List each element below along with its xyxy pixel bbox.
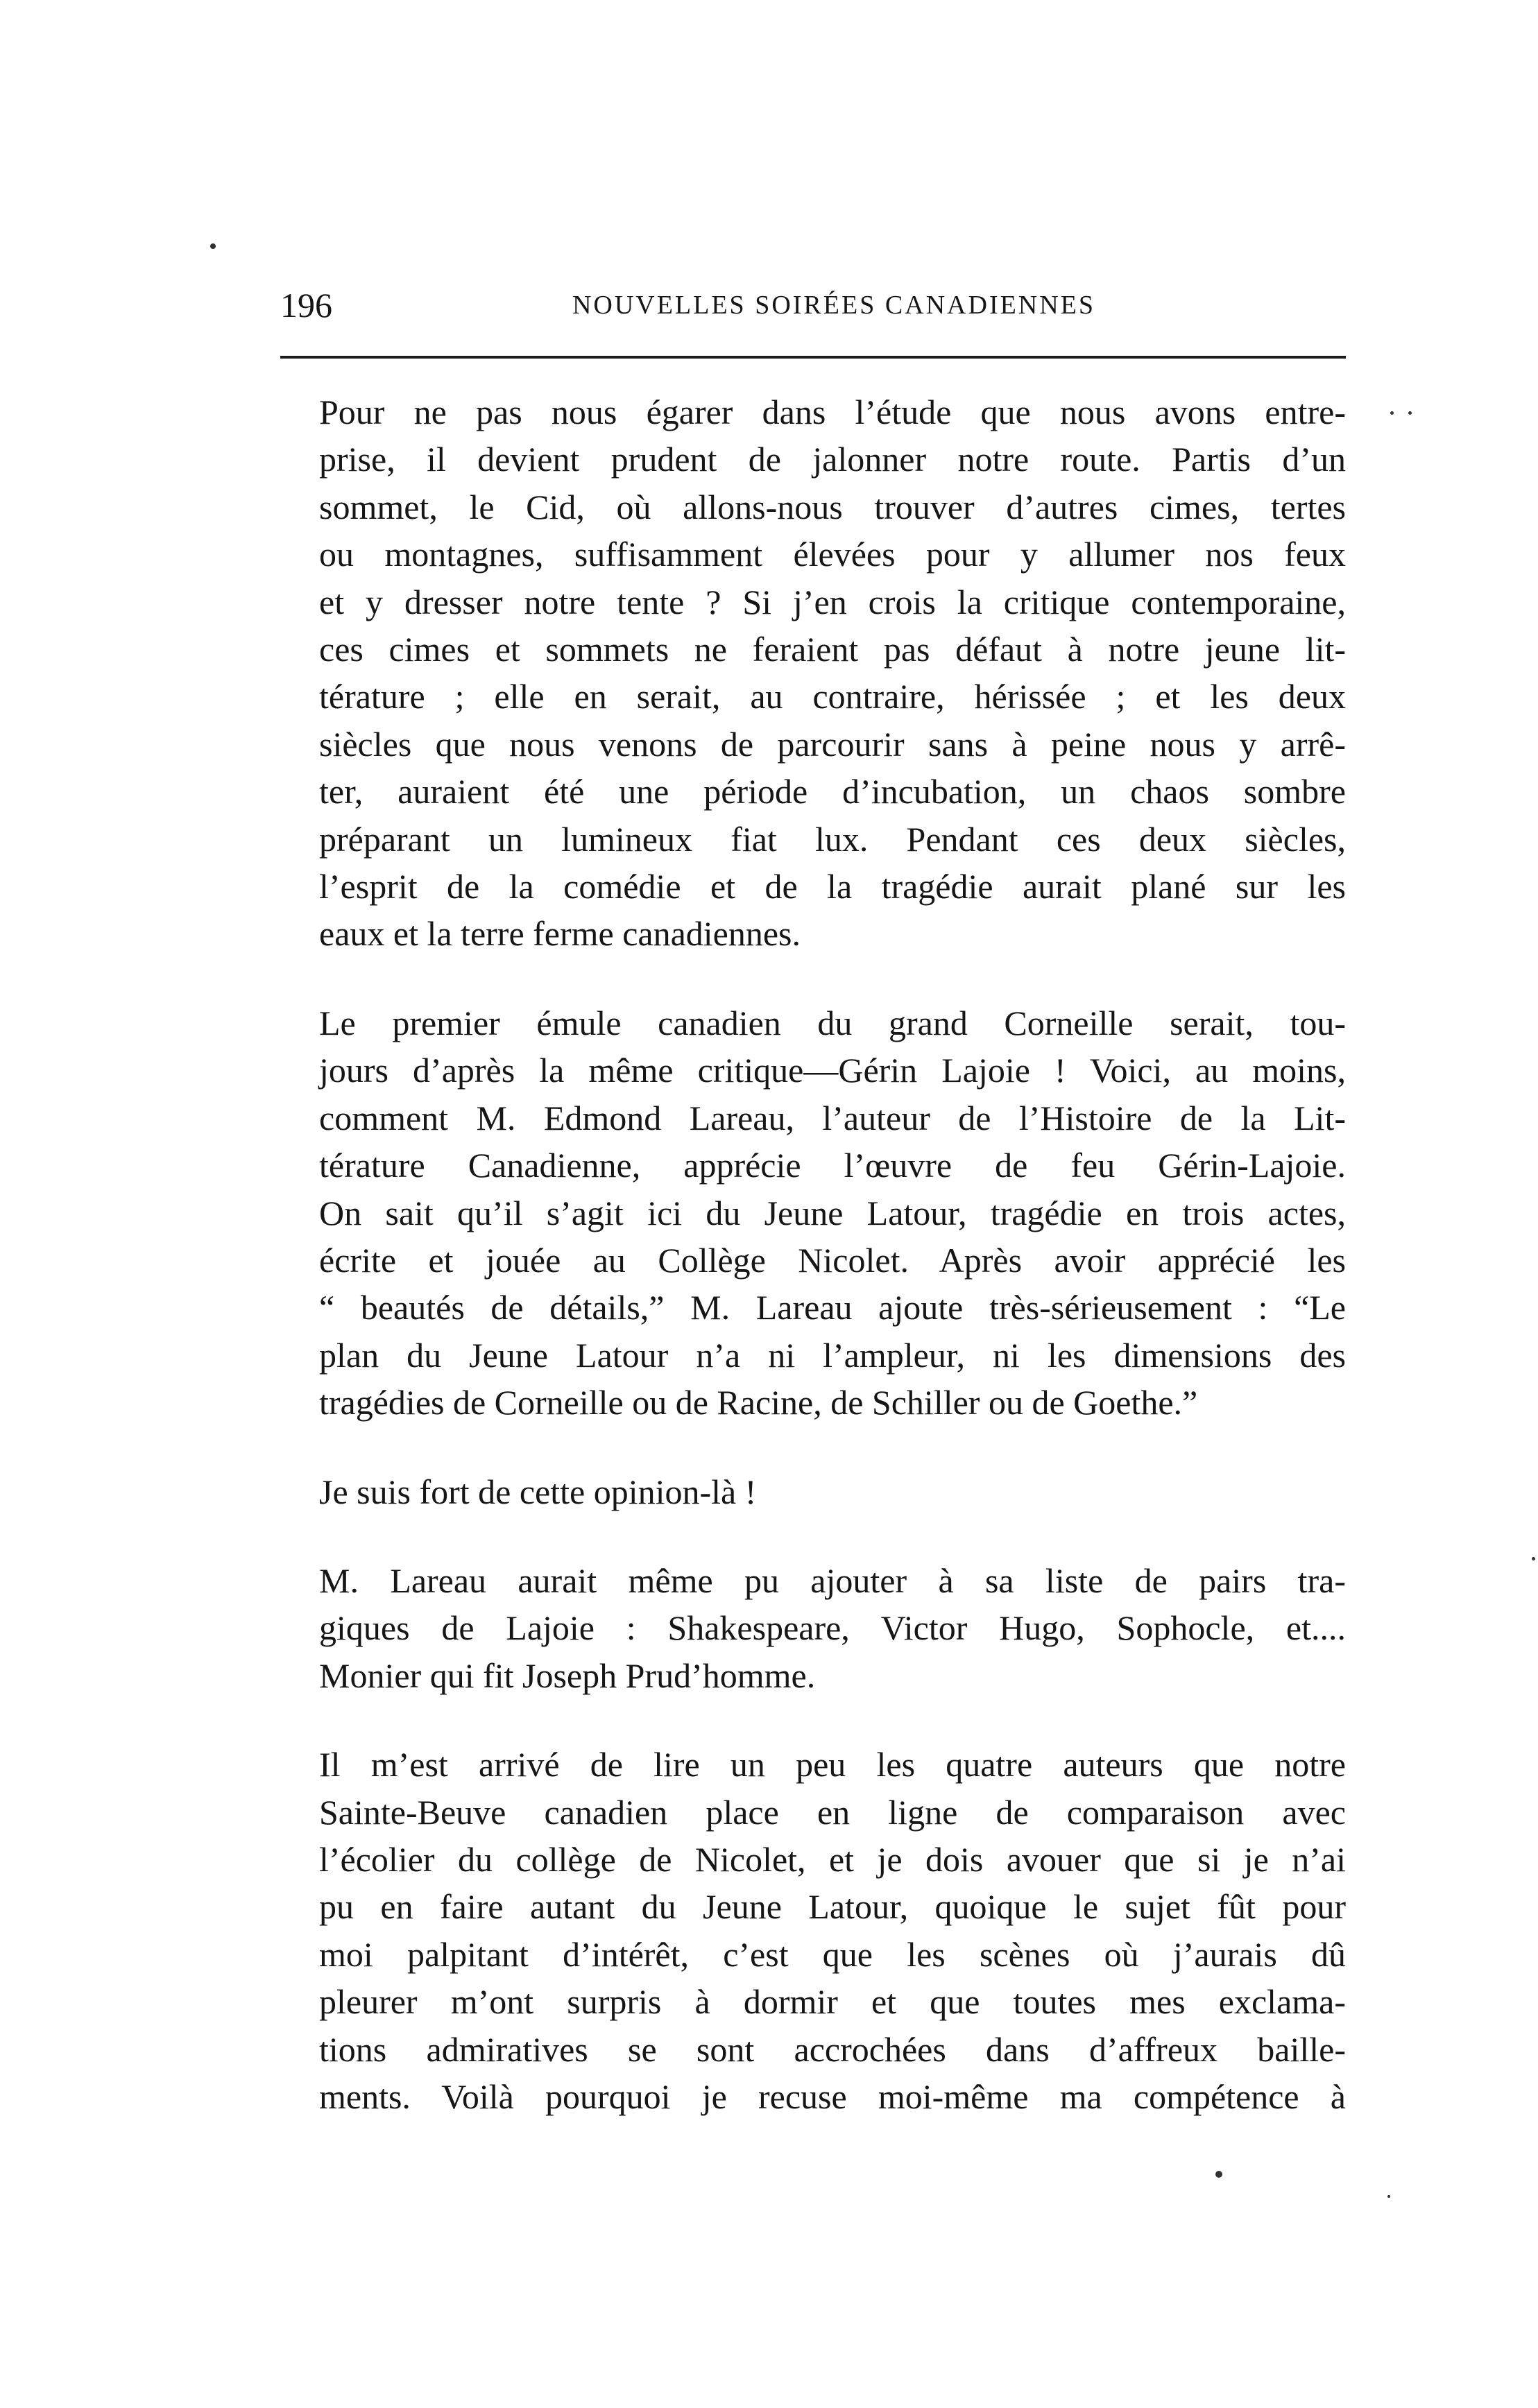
text-line: ou montagnes, suffisamment élevées pour y allumer nos feux bbox=[319, 535, 1346, 574]
text-line: pu en faire autant du Jeune Latour, quoique le sujet fût pour bbox=[319, 1887, 1346, 1927]
text-line: comment M. Edmond Lareau, l’auteur de l’Histoire de la Lit- bbox=[319, 1098, 1346, 1137]
text-line: “ beautés de détails,” M. Lareau ajoute très-sérieusement : “Le bbox=[319, 1288, 1346, 1327]
running-title: NOUVELLES SOIRÉES CANADIENNES bbox=[572, 291, 1096, 320]
text-line: giques de Lajoie : Shakespeare, Victor Hugo, Sophocle, et.... bbox=[319, 1608, 1346, 1648]
print-speck bbox=[1532, 1557, 1535, 1560]
paragraph bbox=[280, 1468, 1346, 1515]
page-number: 196 bbox=[280, 286, 332, 325]
text-line: prise, il devient prudent de jalonner notre route. Partis d’un bbox=[319, 440, 1346, 479]
text-line: Il m’est arrivé de lire un peu les quatre auteurs que notre bbox=[319, 1745, 1346, 1785]
text-line: et y dresser notre tente ? Si j’en crois la critique contemporaine, bbox=[319, 582, 1346, 621]
print-speck bbox=[1390, 411, 1394, 415]
text-line: térature ; elle en serait, au contraire, hérissée ; et les deux bbox=[319, 677, 1346, 716]
text-line: moi palpitant d’intérêt, c’est que les scènes où j’aurais dû bbox=[319, 1934, 1346, 1974]
paragraph bbox=[280, 388, 1346, 958]
header-rule bbox=[280, 356, 1346, 359]
print-speck bbox=[1215, 2171, 1222, 2178]
text-line: écrite et jouée au Collège Nicolet. Après avoir apprécié les bbox=[319, 1240, 1346, 1280]
text-line: sommet, le Cid, où allons-nous trouver d’autres cimes, tertes bbox=[319, 487, 1346, 526]
text-line: jours d’après la même critique—Gérin Lajoie ! Voici, au moins, bbox=[319, 1051, 1346, 1090]
text-line: Le premier émule canadien du grand Corneille serait, tou- bbox=[319, 1003, 1346, 1042]
paragraph bbox=[280, 999, 1346, 1427]
text-line: eaux et la terre ferme canadiennes. bbox=[319, 914, 801, 954]
text-line: ments. Voilà pourquoi je recuse moi-même ma compétence à bbox=[319, 2077, 1346, 2116]
paragraph bbox=[280, 1741, 1346, 2120]
text-line: ces cimes et sommets ne feraient pas défaut à notre jeune lit- bbox=[319, 630, 1346, 669]
text-line: térature Canadienne, apprécie l’œuvre de feu Gérin-Lajoie. bbox=[319, 1146, 1346, 1185]
print-speck bbox=[1408, 411, 1412, 415]
running-head bbox=[280, 277, 1346, 333]
print-speck bbox=[210, 243, 216, 249]
text-line: l’écolier du collège de Nicolet, et je dois avouer que si je n’ai bbox=[319, 1839, 1346, 1879]
text-line: l’esprit de la comédie et de la tragédie aurait plané sur les bbox=[319, 867, 1346, 906]
text-line: préparant un lumineux fiat lux. Pendant ces deux siècles, bbox=[319, 819, 1346, 859]
text-line: tragédies de Corneille ou de Racine, de Schiller ou de Goethe.” bbox=[319, 1383, 1198, 1422]
text-line: Sainte-Beuve canadien place en ligne de comparaison avec bbox=[319, 1792, 1346, 1832]
body-text bbox=[280, 388, 1346, 2120]
text-line: ter, auraient été une période d’incubation, un chaos sombre bbox=[319, 772, 1346, 811]
text-line: siècles que nous venons de parcourir sans à peine nous y arrê- bbox=[319, 724, 1346, 764]
print-speck bbox=[1387, 2195, 1390, 2198]
text-line: pleurer m’ont surpris à dormir et que toutes mes exclama- bbox=[319, 1982, 1346, 2022]
paragraph bbox=[280, 1557, 1346, 1699]
text-line: tions admiratives se sont accrochées dans d’affreux baille- bbox=[319, 2029, 1346, 2069]
text-line: On sait qu’il s’agit ici du Jeune Latour, tragédie en trois actes, bbox=[319, 1193, 1346, 1232]
text-line: M. Lareau aurait même pu ajouter à sa liste de pairs tra- bbox=[319, 1560, 1346, 1600]
text-line: plan du Jeune Latour n’a ni l’ampleur, ni les dimensions des bbox=[319, 1335, 1346, 1375]
text-line: Je suis fort de cette opinion-là ! bbox=[319, 1472, 757, 1511]
text-line: Monier qui fit Joseph Prud’homme. bbox=[319, 1656, 816, 1695]
text-line: Pour ne pas nous égarer dans l’étude que nous avons entre- bbox=[319, 393, 1346, 431]
